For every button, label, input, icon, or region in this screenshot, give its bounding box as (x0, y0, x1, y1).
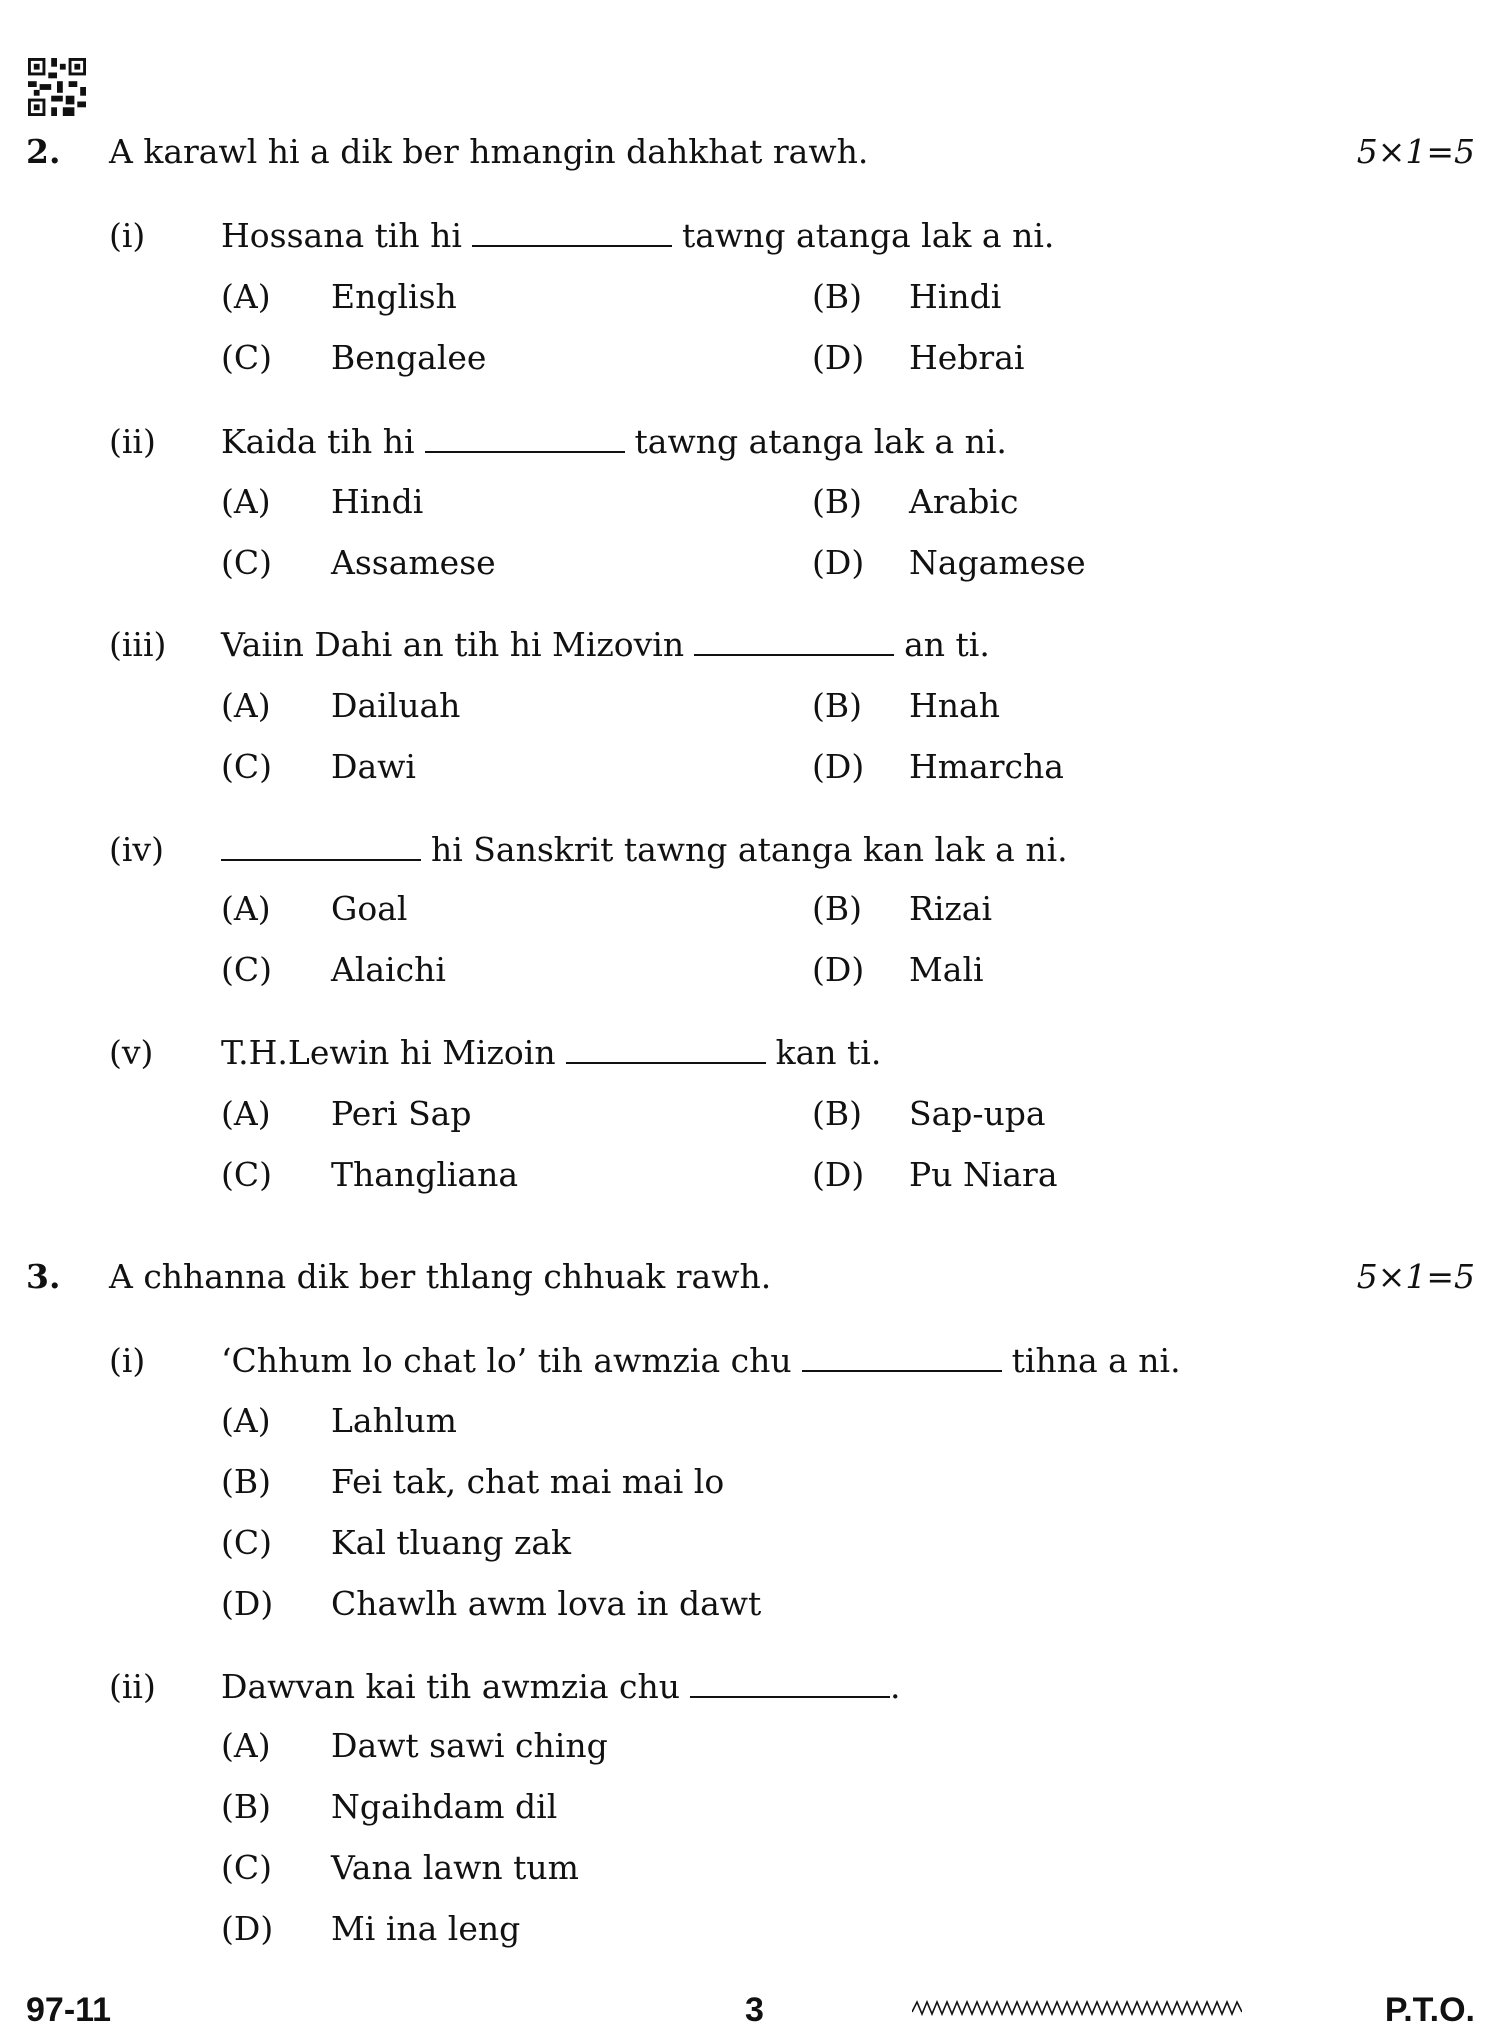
question-heading (0, 1255, 1505, 1299)
option-text: Rizai (909, 889, 993, 928)
option-letter: (A) (221, 1401, 271, 1440)
sub-question (0, 1031, 1505, 1075)
option-letter: (C) (221, 1155, 272, 1194)
option-letter: (A) (221, 686, 271, 725)
option-letter: (D) (812, 338, 865, 377)
sub-question-stem (221, 420, 1007, 464)
decorative-squiggle (912, 1998, 1242, 2018)
sub-question-number: (i) (109, 1341, 146, 1380)
sub-question-stem (221, 1339, 1181, 1383)
question-number: 3. (26, 1257, 61, 1296)
fill-in-blank (566, 1032, 766, 1064)
option-letter: (D) (221, 1909, 274, 1948)
stem-text-after: an ti. (904, 625, 990, 664)
stem-text-after: tawng atanga lak a ni. (634, 422, 1007, 461)
sub-question (0, 420, 1505, 464)
options-row (0, 1846, 1505, 1890)
options-row (0, 1582, 1505, 1626)
option-letter: (B) (812, 686, 862, 725)
option-text: Nagamese (909, 543, 1086, 582)
question-marks: 5×1=5 (1356, 1257, 1475, 1296)
option-letter: (C) (221, 543, 272, 582)
option-text: Fei tak, chat mai mai lo (331, 1462, 725, 1501)
option-letter: (D) (812, 950, 865, 989)
fill-in-blank (694, 624, 894, 656)
option-text: Dawi (331, 747, 416, 786)
option-text: Hindi (909, 277, 1002, 316)
sub-question-number: (iii) (109, 625, 167, 664)
fill-in-blank (472, 215, 672, 247)
question-heading (0, 130, 1505, 174)
sub-question-number: (ii) (109, 1667, 156, 1706)
option-letter: (C) (221, 1523, 272, 1562)
sub-question (0, 214, 1505, 258)
options-row (0, 1460, 1505, 1504)
option-text: English (331, 277, 457, 316)
option-text: Sap-upa (909, 1094, 1046, 1133)
options-row (0, 1092, 1505, 1136)
option-text: Thangliana (331, 1155, 519, 1194)
option-letter: (C) (221, 338, 272, 377)
option-text: Bengalee (331, 338, 487, 377)
option-letter: (B) (221, 1462, 271, 1501)
qr-code (27, 58, 87, 116)
question-instruction: A chhanna dik ber thlang chhuak rawh. (109, 1257, 772, 1296)
page-number: 3 (745, 1991, 764, 2029)
options-row (0, 1153, 1505, 1197)
sub-question-number: (ii) (109, 422, 156, 461)
question-instruction: A karawl hi a dik ber hmangin dahkhat rawh. (109, 132, 869, 171)
option-letter: (D) (812, 543, 865, 582)
option-text: Hnah (909, 686, 1000, 725)
option-letter: (C) (221, 747, 272, 786)
option-text: Lahlum (331, 1401, 457, 1440)
paper-code: 97-11 (26, 1991, 112, 2029)
options-row (0, 480, 1505, 524)
sub-question-stem (221, 828, 1068, 872)
option-letter: (A) (221, 277, 271, 316)
option-text: Mali (909, 950, 984, 989)
option-text: Assamese (331, 543, 496, 582)
option-text: Hmarcha (909, 747, 1064, 786)
option-text: Hebrai (909, 338, 1025, 377)
please-turn-over: P.T.O. (1384, 1991, 1475, 2029)
stem-text-before: Vaiin Dahi an tih hi Mizovin (221, 625, 685, 664)
question-number: 2. (26, 132, 61, 171)
option-letter: (D) (812, 1155, 865, 1194)
option-letter: (B) (812, 889, 862, 928)
sub-question-stem (221, 214, 1054, 258)
option-text: Alaichi (331, 950, 446, 989)
options-row (0, 948, 1505, 992)
fill-in-blank (425, 421, 625, 453)
options-row (0, 1907, 1505, 1951)
sub-question-number: (i) (109, 216, 146, 255)
option-text: Vana lawn tum (331, 1848, 579, 1887)
options-row (0, 745, 1505, 789)
options-row (0, 541, 1505, 585)
option-text: Dailuah (331, 686, 461, 725)
option-letter: (C) (221, 950, 272, 989)
sub-question (0, 1665, 1505, 1709)
option-letter: (B) (812, 482, 862, 521)
option-text: Kal tluang zak (331, 1523, 572, 1562)
stem-text-after: tawng atanga lak a ni. (681, 216, 1055, 255)
options-row (0, 1785, 1505, 1829)
sub-question-stem (221, 1665, 901, 1709)
sub-question-stem (221, 1031, 881, 1075)
option-letter: (C) (221, 1848, 272, 1887)
question-marks: 5×1=5 (1356, 132, 1475, 171)
option-letter: (A) (221, 1094, 271, 1133)
fill-in-blank (690, 1666, 890, 1698)
fill-in-blank (802, 1340, 1002, 1372)
sub-question (0, 828, 1505, 872)
stem-text-after: hi Sanskrit tawng atanga kan lak a ni. (431, 830, 1068, 869)
option-letter: (B) (221, 1787, 271, 1826)
options-row (0, 1724, 1505, 1768)
stem-text-before: Dawvan kai tih awmzia chu (221, 1667, 681, 1706)
sub-question-number: (iv) (109, 830, 164, 869)
options-row (0, 684, 1505, 728)
options-row (0, 336, 1505, 380)
options-row (0, 275, 1505, 319)
option-text: Dawt sawi ching (331, 1726, 608, 1765)
option-text: Peri Sap (331, 1094, 472, 1133)
options-row (0, 887, 1505, 931)
stem-text-after: . (890, 1667, 901, 1706)
option-text: Pu Niara (909, 1155, 1058, 1194)
option-text: Ngaihdam dil (331, 1787, 558, 1826)
option-letter: (A) (221, 889, 271, 928)
stem-text-after: kan ti. (775, 1033, 882, 1072)
option-letter: (B) (812, 277, 862, 316)
option-text: Hindi (331, 482, 424, 521)
option-text: Arabic (909, 482, 1019, 521)
option-letter: (B) (812, 1094, 862, 1133)
stem-text-before: T.H.Lewin hi Mizoin (221, 1033, 556, 1072)
stem-text-before: Hossana tih hi (221, 216, 462, 255)
option-text: Mi ina leng (331, 1909, 521, 1948)
stem-text-after: tihna a ni. (1011, 1341, 1181, 1380)
option-text: Goal (331, 889, 408, 928)
stem-text-before: ‘Chhum lo chat lo’ tih awmzia chu (221, 1341, 792, 1380)
sub-question-number: (v) (109, 1033, 154, 1072)
fill-in-blank (221, 829, 421, 861)
option-text: Chawlh awm lova in dawt (331, 1584, 762, 1623)
sub-question (0, 623, 1505, 667)
sub-question (0, 1339, 1505, 1383)
option-letter: (D) (221, 1584, 274, 1623)
option-letter: (A) (221, 1726, 271, 1765)
option-letter: (A) (221, 482, 271, 521)
options-row (0, 1399, 1505, 1443)
sub-question-stem (221, 623, 990, 667)
option-letter: (D) (812, 747, 865, 786)
stem-text-before: Kaida tih hi (221, 422, 415, 461)
options-row (0, 1521, 1505, 1565)
